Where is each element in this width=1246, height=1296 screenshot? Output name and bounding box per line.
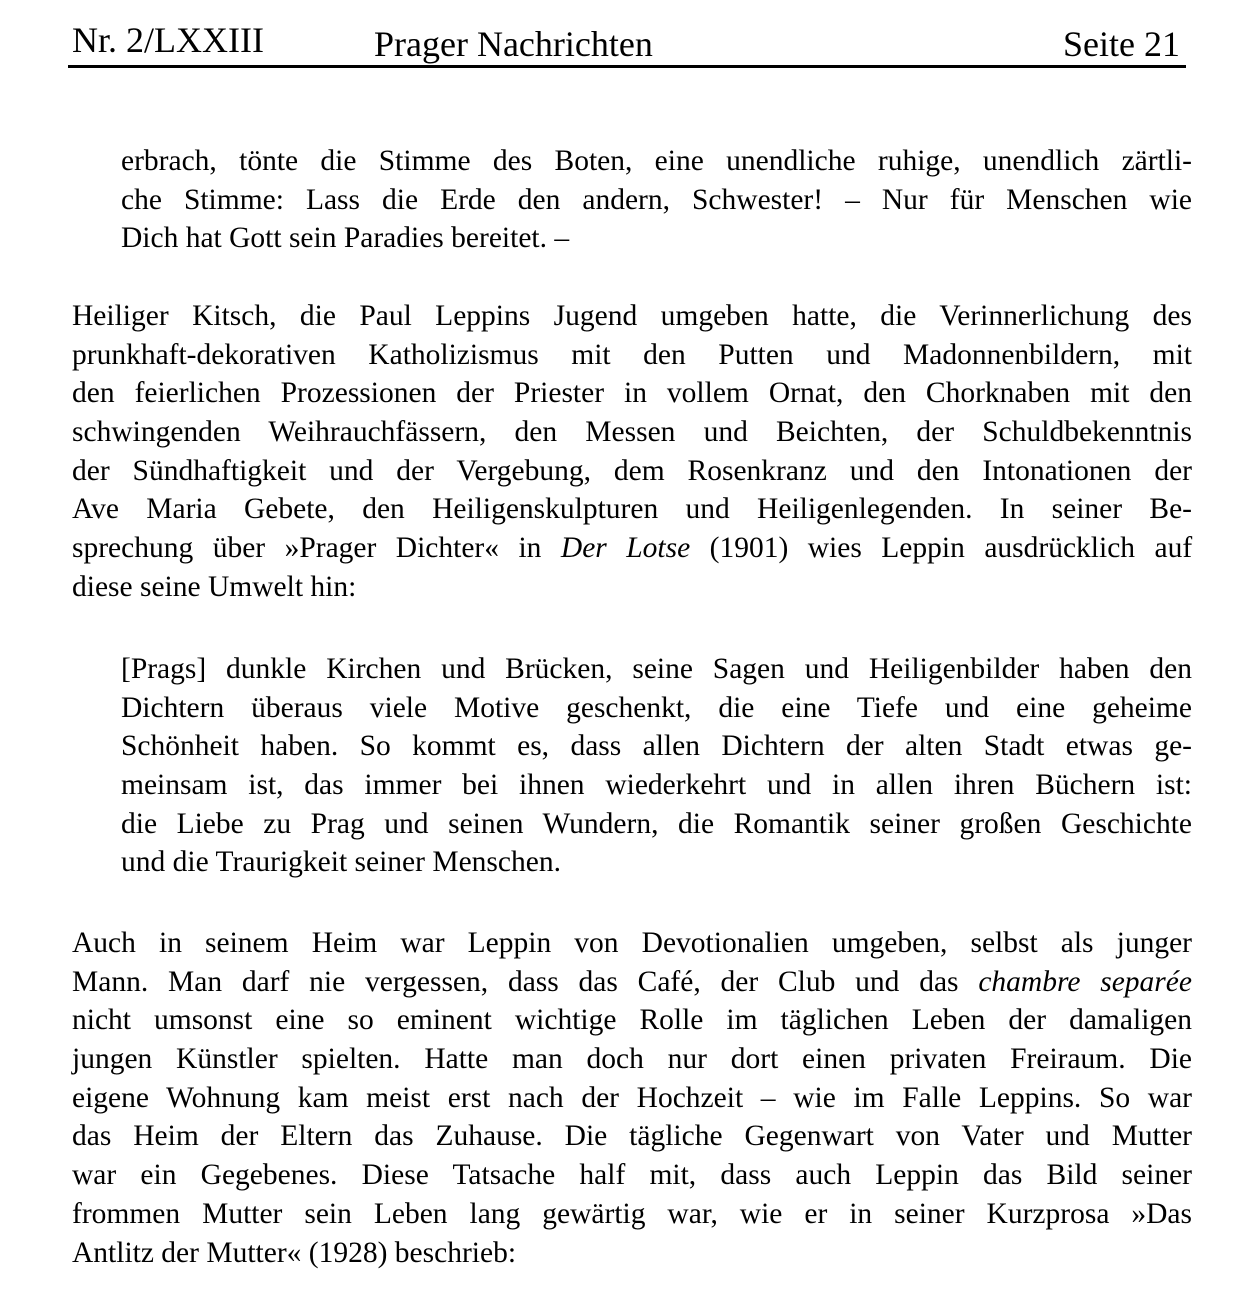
text-line: nicht umsonst eine so eminent wichtige Rolle im täglichen Leben der damaligen (72, 1004, 1192, 1037)
text-line: Heiliger Kitsch, die Paul Leppins Jugend umgeben hatte, die Verinnerlichung des (72, 300, 1192, 332)
text-line: che Stimme: Lass die Erde den andern, Schwester! – Nur für Menschen wie (121, 183, 1192, 216)
text-line: Schönheit haben. So kommt es, dass allen Dichtern der alten Stadt etwas ge- (121, 730, 1192, 763)
text-line: Dich hat Gott sein Paradies bereitet. – (121, 222, 570, 255)
body-paragraph-2 (72, 924, 1192, 1272)
text-line (72, 963, 1192, 1002)
text-segment: sprechung über »Prager Dichter« in (72, 532, 561, 565)
text-line: erbrach, tönte die Stimme des Boten, eine unendliche ruhige, unendlich zärtli- (121, 145, 1192, 177)
text-segment: (1901) wies Leppin ausdrücklich auf (690, 532, 1193, 565)
block-quote-1 (121, 142, 1192, 258)
foreign-term: chambre separée (978, 965, 1192, 998)
journal-title: Der Lotse (560, 532, 691, 565)
text-line: Auch in seinem Heim war Leppin von Devotionalien umgeben, selbst als junger (72, 927, 1192, 959)
running-header (68, 14, 1186, 68)
publication-title: Prager Nachrichten (374, 24, 653, 64)
text-line: Dichtern überaus viele Motive geschenkt, die eine Tiefe und eine geheime (121, 691, 1192, 724)
text-line: [Prags] dunkle Kirchen und Brücken, seine Sagen und Heiligenbilder haben den (121, 653, 1192, 685)
text-line: die Liebe zu Prag und seinen Wundern, die Romantik seiner großen Geschichte (121, 807, 1192, 840)
text-line: eigene Wohnung kam meist erst nach der Hochzeit – wie im Falle Leppins. So war (72, 1081, 1192, 1114)
text-line: das Heim der Eltern das Zuhause. Die tägliche Gegenwart von Vater und Mutter (72, 1120, 1192, 1153)
text-line: Antlitz der Mutter« (1928) beschrieb: (72, 1236, 517, 1269)
text-segment: Mann. Man darf nie vergessen, dass das Café, der Club und das (72, 965, 979, 998)
text-line: Ave Maria Gebete, den Heiligenskulpturen und Heiligenlegenden. In seiner Be- (72, 493, 1192, 526)
text-line: meinsam ist, das immer bei ihnen wiederkehrt und in allen ihren Büchern ist: (121, 769, 1192, 802)
text-line: der Sündhaftigkeit und der Vergebung, dem Rosenkranz und den Intonationen der (72, 454, 1192, 487)
issue-number: Nr. 2/LXXIII (72, 20, 264, 60)
block-quote-2 (121, 650, 1192, 882)
body-paragraph-1 (72, 297, 1192, 607)
text-line: schwingenden Weihrauchfässern, den Messen und Beichten, der Schuldbekenntnis (72, 416, 1192, 449)
text-line: und die Traurigkeit seiner Menschen. (121, 846, 561, 879)
text-line: den feierlichen Prozessionen der Priester in vollem Ornat, den Chorknaben mit den (72, 377, 1192, 410)
text-line: jungen Künstler spielten. Hatte man doch nur dort einen privaten Freiraum. Die (72, 1043, 1192, 1076)
text-line: war ein Gegebenes. Diese Tatsache half mit, dass auch Leppin das Bild seiner (72, 1159, 1192, 1192)
text-line: frommen Mutter sein Leben lang gewärtig war, wie er in seiner Kurzprosa »Das (72, 1197, 1192, 1230)
text-line (72, 529, 1192, 568)
text-line: diese seine Umwelt hin: (72, 570, 357, 603)
text-line: prunkhaft-dekorativen Katholizismus mit den Putten und Madonnenbildern, mit (72, 338, 1192, 371)
page-number: Seite 21 (1063, 24, 1180, 64)
